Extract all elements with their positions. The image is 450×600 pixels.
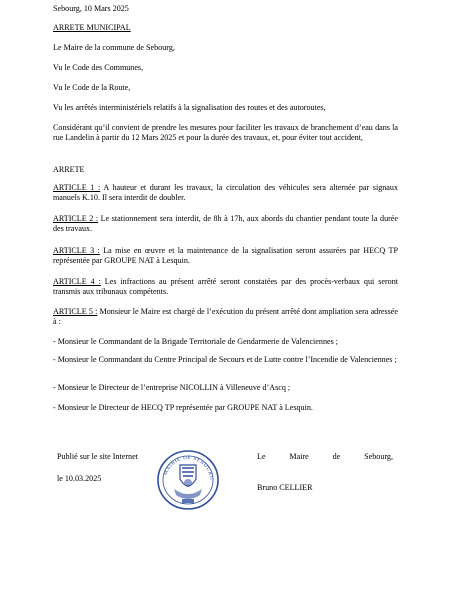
arrete-heading: ARRETE — [53, 165, 85, 174]
recipient-gendarmerie: - Monsieur le Commandant de la Brigade Territoriale de Gendarmerie de Valenciennes ; — [53, 337, 339, 346]
article-text: La mise en œuvre et la maintenance de la signalisation seront assurées par HECQ TP représentée par GROUPE NAT à Lesquin. — [53, 246, 398, 266]
article-5 — [53, 307, 398, 328]
published-date: le 10.03.2025 — [57, 474, 102, 483]
document-title: ARRETE MUNICIPAL — [53, 23, 131, 32]
vu-arretes: Vu les arrêtés interministériels relatifs à la signalisation des routes et des autoroutes, — [53, 103, 326, 112]
article-text: Monsieur le Maire est chargé de l’exécution du présent arrêté dont ampliation sera adressée à : — [53, 307, 398, 327]
article-text: Les infractions au présent arrêté seront constatées par des procès-verbaux qui seront transmis aux tribunaux compétents. — [53, 277, 398, 297]
published-label: Publié sur le site Internet — [57, 452, 138, 461]
article-label: ARTICLE 5 : — [53, 307, 98, 316]
signer-title-word: Sebourg, — [364, 452, 393, 461]
article-2 — [53, 214, 398, 235]
article-4 — [53, 277, 398, 298]
svg-text:MAIRIE DE SEBOURG: MAIRIE DE SEBOURG — [162, 454, 215, 481]
article-label: ARTICLE 1 : — [53, 183, 101, 192]
vu-code-route: Vu le Code de la Route, — [53, 83, 131, 92]
mayor-line: Le Maire de la commune de Sebourg, — [53, 43, 175, 52]
signer-title-word: de — [332, 452, 341, 461]
vu-code-communes: Vu le Code des Communes, — [53, 63, 144, 72]
signer-title — [257, 452, 393, 462]
signer-title-word: Maire — [289, 452, 309, 461]
article-3 — [53, 246, 398, 267]
article-1 — [53, 183, 398, 204]
article-text: Le stationnement sera interdit, de 8h à 17h, aux abords du chantier pendant toute la durée des travaux. — [53, 214, 398, 234]
recipient-secours: - Monsieur le Commandant du Centre Principal de Secours et de Lutte contre l’Incendie de Valenciennes ; — [53, 355, 397, 364]
article-text: A hauteur et durant les travaux, la circulation des véhicules sera alternée par signaux manuels K.10. Il sera interdit de doubler. — [53, 183, 398, 203]
recipient-hecq: - Monsieur le Directeur de HECQ TP représentée par GROUPE NAT à Lesquin. — [53, 403, 313, 412]
date-line: Sebourg, 10 Mars 2025 — [53, 4, 129, 13]
article-label: ARTICLE 4 : — [53, 277, 101, 286]
signer-title-word: Le — [257, 452, 266, 461]
considerant-paragraph: Considérant qu’il convient de prendre les mesures pour faciliter les travaux de branchement d’eau dans la rue Landelin à partir du 12 Mars 2025 et pour la durée des travaux, et, pour éviter tout accident, — [53, 123, 398, 143]
article-label: ARTICLE 3 : — [53, 246, 100, 255]
signer-name: Bruno CELLIER — [257, 483, 313, 492]
recipient-nicollin: - Monsieur le Directeur de l’entreprise NICOLLIN à Villeneuve d’Ascq ; — [53, 383, 291, 392]
article-label: ARTICLE 2 : — [53, 214, 99, 223]
municipal-seal-icon — [156, 449, 220, 511]
